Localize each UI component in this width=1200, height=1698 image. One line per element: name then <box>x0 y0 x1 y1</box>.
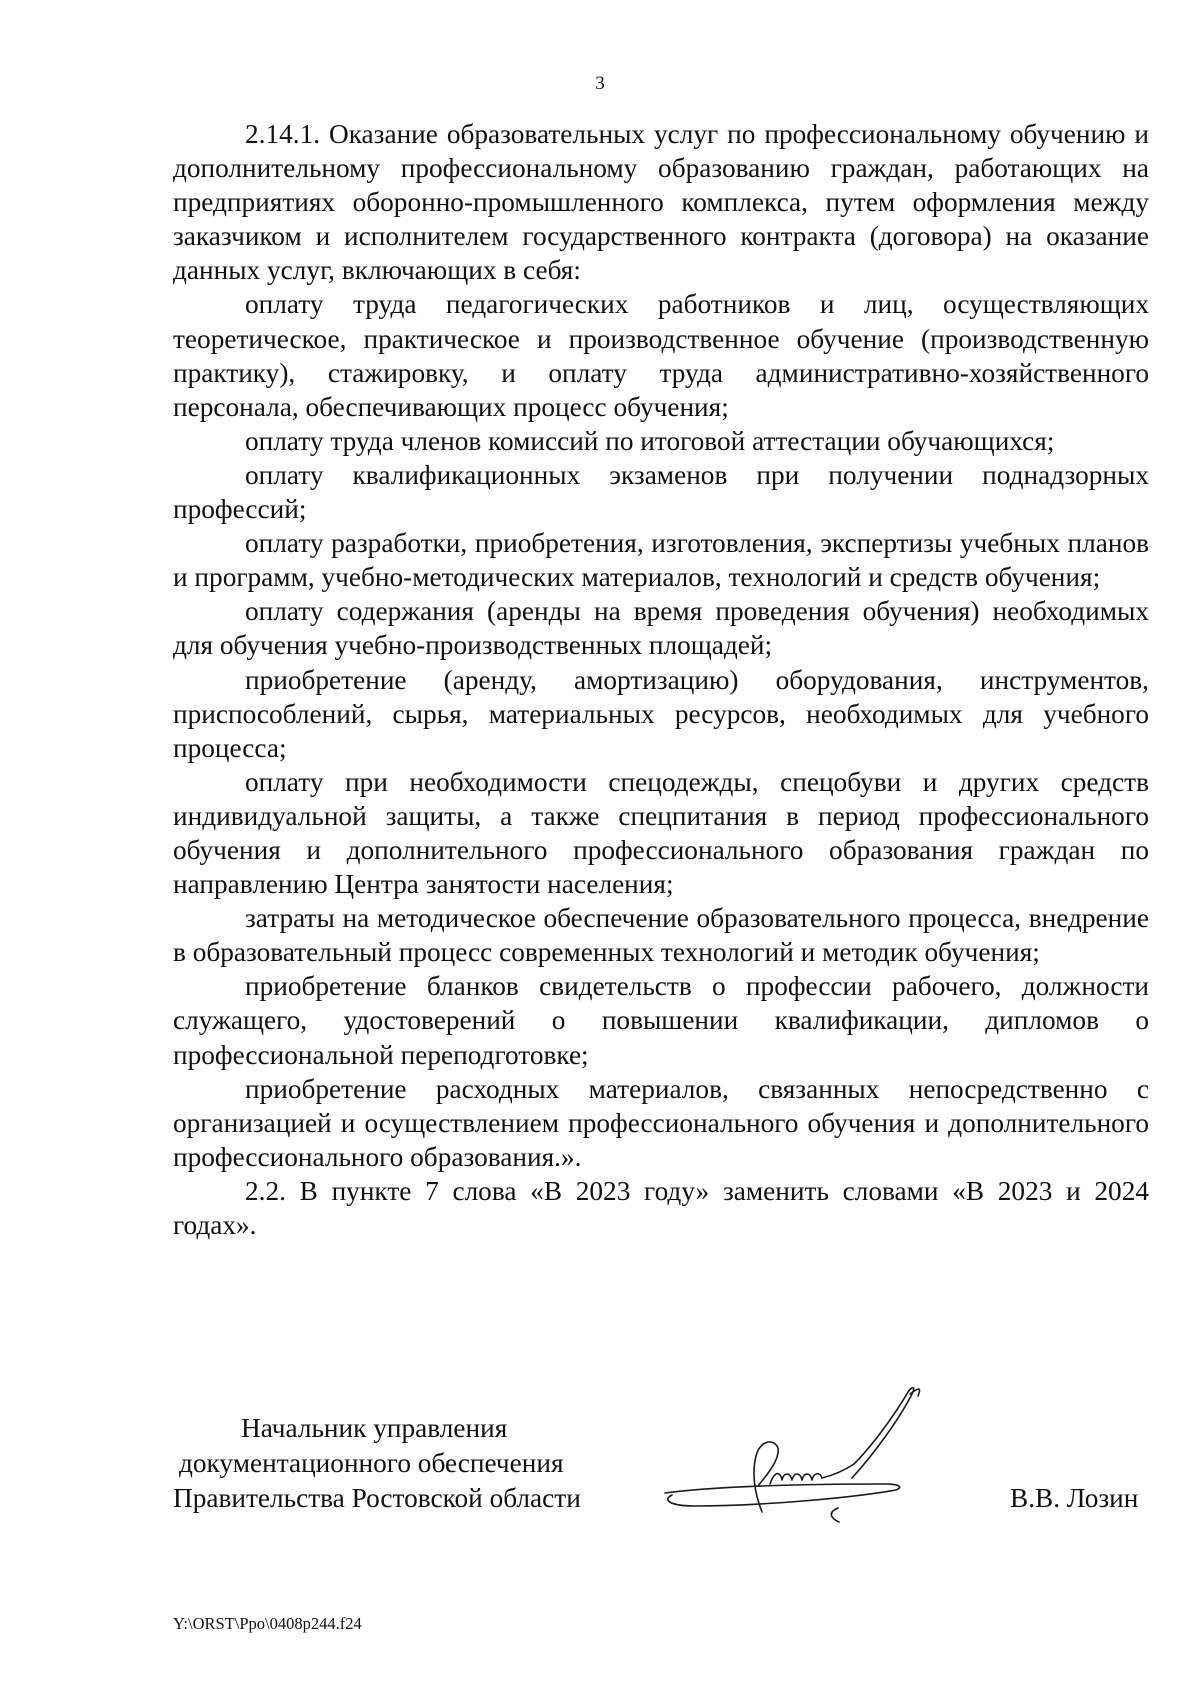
list-item-premises-pay: оплату содержания (аренды на время проведения обучения) необходимых для обучения учебно-производственных площадей; <box>173 596 1149 661</box>
position-line: Начальник управления <box>241 1413 508 1443</box>
page-number: 3 <box>595 73 605 94</box>
list-item-methodology-costs: затраты на методическое обеспечение образовательного процесса, внедрение в образовательный процесс современных технологий и методик обучения; <box>173 903 1149 968</box>
list-item-protective-gear: оплату при необходимости спецодежды, спецобуви и других средств индивидуальной защиты, а также спецпитания в период профессионального обучения и дополнительного профессионального образования граждан по направлению Центра занятости населения; <box>173 766 1149 900</box>
position-line: документационного обеспечения <box>179 1448 564 1478</box>
list-item-commission-pay: оплату труда членов комиссий по итоговой аттестации обучающихся; <box>245 425 1055 456</box>
list-item-staff-pay: оплату труда педагогических работников и лиц, осуществляющих теоретическое, практическое и производственное обучение (производственную практику), стажировку, и оплату труда административно-хозяйственного персонала, обеспечивающих процесс обучения; <box>173 289 1149 422</box>
list-item-certificate-forms: приобретение бланков свидетельств о профессии рабочего, должности служащего, удостоверений о повышении квалификации, дипломов о профессиональной переподготовке; <box>173 971 1149 1070</box>
signatory-position <box>173 1411 593 1516</box>
list-item-consumables: приобретение расходных материалов, связанных непосредственно с организацией и осуществлением профессионального обучения и дополнительного профессионального образования.». <box>173 1073 1149 1172</box>
handwritten-signature <box>650 1380 990 1530</box>
list-item-equipment: приобретение (аренду, амортизацию) оборудования, инструментов, приспособлений, сырья, материальных ресурсов, необходимых для учебного процесса; <box>173 664 1149 763</box>
document-body <box>173 117 1149 1242</box>
file-path: Y:\ORST\Ppo\0408p244.f24 <box>173 1614 362 1633</box>
list-item-exams-pay: оплату квалификационных экзаменов при получении поднадзорных профессий; <box>173 459 1149 525</box>
paragraph-2-2: 2.2. В пункте 7 слова «В 2023 году» заменить словами «В 2023 и 2024 годах». <box>173 1175 1149 1240</box>
paragraph-2-14-1: 2.14.1. Оказание образовательных услуг по профессиональному обучению и дополнительному профессиональному образованию граждан, работающих на предприятиях оборонно-промышленного комплекса, путем оформления между заказчиком и исполнителем государственного контракта (договора) на оказание данных услуг, включающих в себя: <box>173 119 1149 286</box>
signer-name: В.В. Лозин <box>1010 1483 1139 1513</box>
position-line: Правительства Ростовской области <box>173 1483 581 1513</box>
list-item-curriculum-pay: оплату разработки, приобретения, изготовления, экспертизы учебных планов и программ, учебно-методических материалов, технологий и средств обучения; <box>173 528 1149 593</box>
